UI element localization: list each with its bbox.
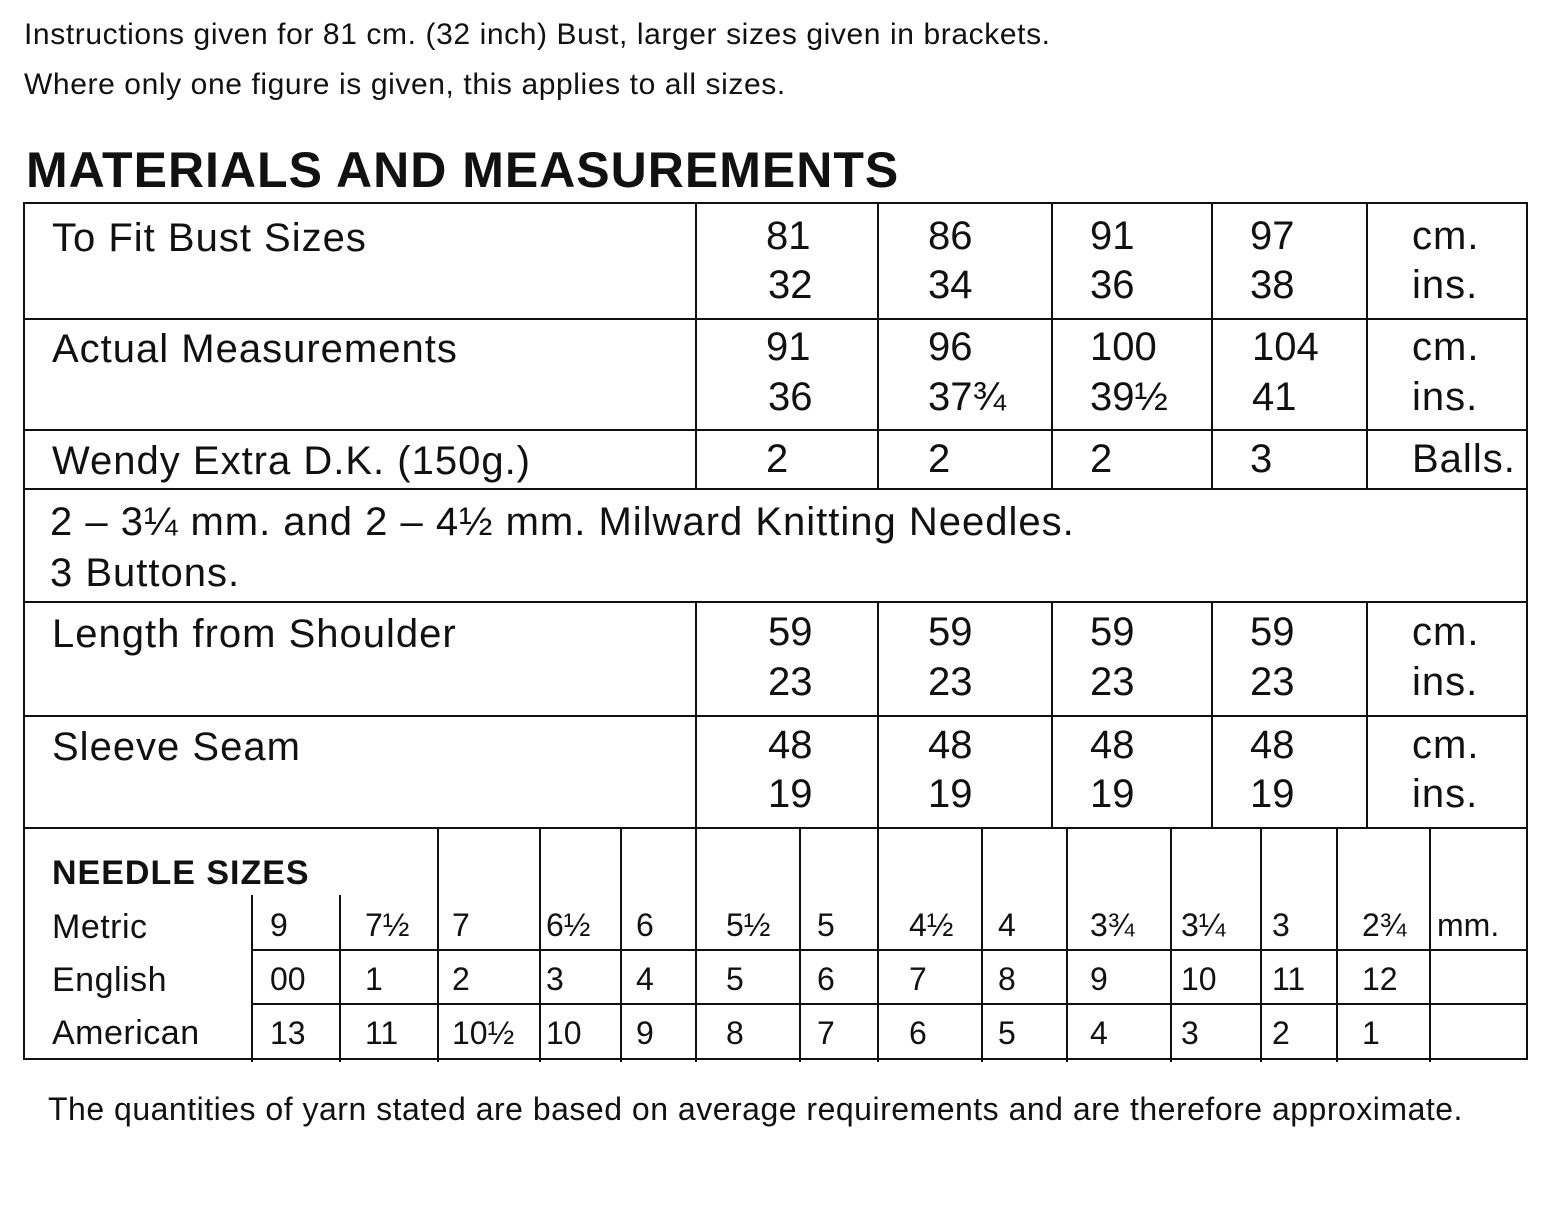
sleeve-ins-2: 19 — [928, 772, 973, 816]
needle-col-divider — [695, 827, 697, 1062]
length-ins-4: 23 — [1250, 660, 1295, 704]
bust-cm-4: 97 — [1250, 214, 1295, 258]
english-size: 00 — [270, 961, 306, 997]
metric-size: 6½ — [546, 907, 591, 943]
american-size: 9 — [636, 1015, 654, 1051]
metric-size: 6 — [636, 907, 654, 943]
bust-ins-2: 34 — [928, 263, 973, 307]
metric-size: 5½ — [726, 907, 771, 943]
american-size: 10½ — [452, 1015, 515, 1051]
american-size: 3 — [1181, 1015, 1199, 1051]
needle-row-label-english: English — [52, 961, 168, 999]
row-label-sleeve-seam: Sleeve Seam — [52, 725, 301, 769]
needle-col-divider — [539, 827, 541, 1062]
col-divider — [1051, 601, 1053, 827]
american-size: 6 — [909, 1015, 927, 1051]
actual-cm-1: 91 — [766, 325, 811, 369]
american-size: 4 — [1090, 1015, 1108, 1051]
col-divider — [1051, 204, 1053, 488]
intro-line-2: Where only one figure is given, this applies to all sizes. — [24, 68, 786, 101]
footer-note: The quantities of yarn stated are based on average requirements and are therefore approximate. — [48, 1091, 1463, 1127]
col-divider — [1211, 204, 1213, 488]
english-size: 5 — [726, 961, 744, 997]
needle-col-divider — [1066, 827, 1068, 1062]
american-size: 13 — [270, 1015, 306, 1051]
length-ins-1: 23 — [768, 660, 813, 704]
length-cm-4: 59 — [1250, 610, 1295, 654]
actual-ins-4: 41 — [1252, 375, 1297, 419]
american-size: 5 — [998, 1015, 1016, 1051]
actual-ins-1: 36 — [768, 375, 813, 419]
metric-size: 4½ — [909, 907, 954, 943]
section-heading: MATERIALS AND MEASUREMENTS — [26, 142, 900, 198]
american-size: 8 — [726, 1015, 744, 1051]
col-divider — [877, 601, 879, 827]
needles-note-line-2: 3 Buttons. — [50, 551, 241, 595]
sleeve-cm-3: 48 — [1090, 723, 1135, 767]
needle-row-label-american: American — [52, 1014, 200, 1052]
metric-size: 5 — [817, 907, 835, 943]
english-size: 9 — [1090, 961, 1108, 997]
length-cm-1: 59 — [768, 610, 813, 654]
row-divider — [25, 601, 1526, 603]
intro-line-1: Instructions given for 81 cm. (32 inch) Bust, larger sizes given in brackets. — [24, 18, 1051, 51]
actual-cm-2: 96 — [928, 325, 973, 369]
bust-ins-3: 36 — [1090, 263, 1135, 307]
yarn-balls-1: 2 — [766, 437, 789, 481]
needle-col-divider — [251, 895, 253, 1062]
length-cm-3: 59 — [1090, 610, 1135, 654]
row-label-actual-measurements: Actual Measurements — [52, 327, 458, 371]
row-divider — [25, 429, 1526, 431]
english-size: 7 — [909, 961, 927, 997]
needle-col-divider — [1260, 827, 1262, 1062]
col-divider — [1211, 601, 1213, 827]
metric-unit: mm. — [1437, 907, 1500, 943]
english-size: 3 — [546, 961, 564, 997]
length-ins-2: 23 — [928, 660, 973, 704]
unit-ins: ins. — [1412, 263, 1479, 307]
row-label-bust-sizes: To Fit Bust Sizes — [52, 216, 367, 260]
metric-size: 2¾ — [1362, 907, 1407, 943]
yarn-balls-3: 2 — [1090, 437, 1113, 481]
row-divider — [25, 488, 1526, 490]
sleeve-ins-4: 19 — [1250, 772, 1295, 816]
unit-cm: cm. — [1412, 610, 1480, 654]
row-label-length-from-shoulder: Length from Shoulder — [52, 612, 457, 656]
needle-row-label-metric: Metric — [52, 908, 148, 946]
metric-size: 9 — [270, 907, 288, 943]
yarn-balls-4: 3 — [1250, 437, 1273, 481]
unit-cm: cm. — [1412, 723, 1480, 767]
english-size: 11 — [1272, 961, 1306, 997]
needle-col-divider — [981, 827, 983, 1062]
needle-col-divider — [877, 827, 879, 1062]
american-size: 7 — [817, 1015, 835, 1051]
english-size: 6 — [817, 961, 835, 997]
yarn-balls-2: 2 — [928, 437, 951, 481]
intro-text — [24, 10, 1051, 110]
needle-col-divider — [620, 827, 622, 1062]
metric-size: 4 — [998, 907, 1016, 943]
english-size: 2 — [452, 961, 470, 997]
sleeve-ins-1: 19 — [768, 772, 813, 816]
needle-col-divider — [437, 827, 439, 1062]
length-ins-3: 23 — [1090, 660, 1135, 704]
row-divider — [25, 318, 1526, 320]
english-size: 12 — [1362, 961, 1398, 997]
needle-col-divider — [1336, 827, 1338, 1062]
bust-cm-1: 81 — [766, 214, 811, 258]
bust-cm-2: 86 — [928, 214, 973, 258]
unit-ins: ins. — [1412, 660, 1479, 704]
actual-ins-3: 39½ — [1090, 375, 1168, 419]
metric-size: 7 — [452, 907, 470, 943]
needle-sizes-title: NEEDLE SIZES — [52, 854, 310, 892]
actual-cm-4: 104 — [1252, 325, 1319, 369]
metric-size: 3¾ — [1090, 907, 1135, 943]
row-divider — [25, 827, 1526, 829]
col-divider — [695, 204, 697, 488]
bust-cm-3: 91 — [1090, 214, 1135, 258]
bust-ins-4: 38 — [1250, 263, 1295, 307]
metric-size: 3 — [1272, 907, 1290, 943]
length-cm-2: 59 — [928, 610, 973, 654]
english-size: 10 — [1181, 961, 1217, 997]
sleeve-cm-2: 48 — [928, 723, 973, 767]
needle-col-divider — [339, 895, 341, 1062]
unit-cm: cm. — [1412, 214, 1480, 258]
american-size: 10 — [546, 1015, 582, 1051]
sleeve-cm-4: 48 — [1250, 723, 1295, 767]
american-size: 1 — [1362, 1015, 1380, 1051]
col-divider — [1366, 204, 1368, 488]
bust-ins-1: 32 — [768, 263, 813, 307]
col-divider — [695, 601, 697, 827]
american-size: 11 — [365, 1015, 399, 1051]
american-size: 2 — [1272, 1015, 1290, 1051]
english-size: 8 — [998, 961, 1016, 997]
sleeve-cm-1: 48 — [768, 723, 813, 767]
metric-size: 7½ — [365, 907, 410, 943]
actual-ins-2: 37¾ — [928, 375, 1006, 419]
col-divider — [1366, 601, 1368, 827]
col-divider — [877, 204, 879, 488]
needle-col-divider — [1170, 827, 1172, 1062]
sleeve-ins-3: 19 — [1090, 772, 1135, 816]
english-size: 4 — [636, 961, 654, 997]
needles-note-line-1: 2 – 3¼ mm. and 2 – 4½ mm. Milward Knitting Needles. — [50, 500, 1075, 544]
actual-cm-3: 100 — [1090, 325, 1157, 369]
unit-ins: ins. — [1412, 375, 1479, 419]
needle-col-divider — [799, 827, 801, 1062]
unit-balls: Balls. — [1412, 437, 1516, 481]
english-size: 1 — [365, 961, 383, 997]
row-divider — [25, 715, 1526, 717]
row-label-yarn: Wendy Extra D.K. (150g.) — [52, 439, 531, 483]
unit-cm: cm. — [1412, 325, 1480, 369]
unit-ins: ins. — [1412, 772, 1479, 816]
needle-col-divider — [1429, 827, 1431, 1062]
metric-size: 3¼ — [1181, 907, 1226, 943]
